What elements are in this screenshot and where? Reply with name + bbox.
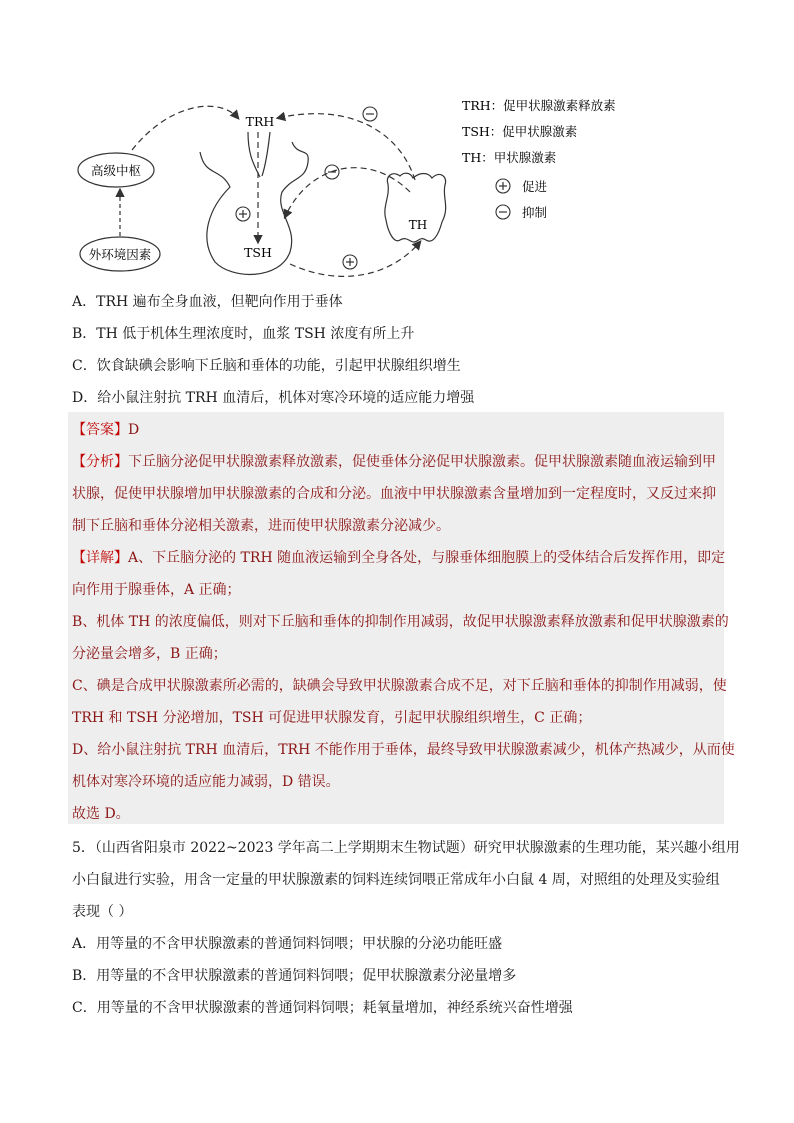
q5-option-b: B．用等量的不含甲状腺激素的普通饲料饲喂；促甲状腺激素分泌量增多 bbox=[72, 968, 517, 984]
hormone-regulation-diagram bbox=[70, 92, 660, 282]
detail-line-d1: D、给小鼠注射抗 TRH 血清后，TRH 不能作用于垂体，最终导致甲状腺激素减少，机体产热减少，从而使 bbox=[72, 742, 735, 758]
answer-tag: 【答案】 bbox=[72, 422, 128, 438]
q4-option-d: D．给小鼠注射抗 TRH 血清后，机体对寒冷环境的适应能力增强 bbox=[72, 390, 475, 406]
analysis-tag: 【分析】 bbox=[72, 454, 128, 470]
legend-promote: 促进 bbox=[522, 179, 548, 194]
plus-circle-icon bbox=[343, 255, 357, 269]
conclusion-line: 故选 D。 bbox=[72, 806, 130, 822]
q5-option-a: A．用等量的不含甲状腺激素的普通饲料饲喂；甲状腺的分泌功能旺盛 bbox=[72, 936, 503, 952]
detail-line-b2: 分泌量会增多，B 正确； bbox=[72, 646, 227, 662]
plus-circle-icon bbox=[236, 207, 250, 221]
legend-tsh: TSH：促甲状腺激素 bbox=[462, 124, 578, 139]
q5-stem-line-2: 小白鼠进行实验，用含一定量的甲状腺激素的饲料连续饲喂正常成年小白鼠 4 周，对照组的处理及实验组 bbox=[72, 872, 720, 888]
analysis-line-1: 【分析】下丘脑分泌促甲状腺激素释放激素，促使垂体分泌促甲状腺激素。促甲状腺激素随血液运输到甲 bbox=[72, 454, 716, 470]
q5-option-c: C．用等量的不含甲状腺激素的普通饲料饲喂；耗氧量增加，神经系统兴奋性增强 bbox=[72, 1000, 573, 1016]
minus-circle-icon bbox=[496, 205, 510, 219]
external-factor-label: 外环境因素 bbox=[88, 247, 152, 262]
answer-value: D bbox=[128, 422, 140, 438]
q5-stem-line-1: 5．（山西省阳泉市 2022~2023 学年高二上学期期末生物试题）研究甲状腺激素的生理功能，某兴趣小组用 bbox=[72, 840, 740, 856]
q4-option-b: B．TH 低于机体生理浓度时，血浆 TSH 浓度有所上升 bbox=[72, 326, 415, 342]
detail-line-d2: 机体对寒冷环境的适应能力减弱，D 错误。 bbox=[72, 774, 340, 790]
center-to-trh-arrow bbox=[132, 106, 238, 150]
detail-tag: 【详解】 bbox=[72, 550, 128, 566]
answer-line bbox=[72, 418, 732, 442]
legend bbox=[462, 98, 616, 220]
q4-option-c: C．饮食缺碘会影响下丘脑和垂体的功能，引起甲状腺组织增生 bbox=[72, 358, 461, 374]
plus-circle-icon bbox=[496, 179, 510, 193]
external-factor-node bbox=[80, 237, 160, 271]
legend-th: TH：甲状腺激素 bbox=[462, 150, 557, 165]
tsh-to-th-arrow bbox=[290, 242, 420, 276]
th-label: TH bbox=[408, 218, 428, 232]
legend-inhibit: 抑制 bbox=[522, 205, 548, 220]
detail-line-a2: 向作用于腺垂体，A 正确； bbox=[72, 582, 241, 598]
higher-center-label: 高级中枢 bbox=[90, 163, 142, 178]
trh-label: TRH bbox=[245, 114, 275, 129]
th-to-pituitary-arrow bbox=[285, 168, 410, 217]
minus-circle-icon bbox=[363, 107, 377, 121]
detail-line-c2: TRH 和 TSH 分泌增加，TSH 可促进甲状腺发育，引起甲状腺组织增生，C 正确； bbox=[72, 710, 592, 726]
detail-line-c1: C、碘是合成甲状腺激素所必需的，缺碘会导致甲状腺激素合成不足，对下丘脑和垂体的抑制作用减弱，使 bbox=[72, 678, 727, 694]
tsh-label: TSH bbox=[244, 245, 272, 260]
th-to-trh-arrow bbox=[278, 114, 415, 180]
analysis-line-2: 状腺，促使甲状腺增加甲状腺激素的合成和分泌。血液中甲状腺激素含量增加到一定程度时，又反过来抑 bbox=[72, 486, 716, 502]
analysis-line-3: 制下丘脑和垂体分泌相关激素，进而使甲状腺激素分泌减少。 bbox=[72, 518, 450, 534]
legend-trh: TRH：促甲状腺激素释放素 bbox=[462, 98, 616, 113]
higher-center-node bbox=[78, 153, 154, 187]
minus-circle-icon bbox=[325, 165, 339, 179]
detail-line-a1: 【详解】A、下丘脑分泌的 TRH 随血液运输到全身各处，与腺垂体细胞膜上的受体结合后发挥作用，即定 bbox=[72, 550, 726, 566]
detail-line-b1: B、机体 TH 的浓度偏低，则对下丘脑和垂体的抑制作用减弱，故促甲状腺激素释放激素和促甲状腺激素的 bbox=[72, 614, 729, 630]
q5-stem-line-3: 表现（ ） bbox=[72, 904, 133, 920]
q4-option-a: A．TRH 遍布全身血液，但靶向作用于垂体 bbox=[72, 294, 343, 310]
